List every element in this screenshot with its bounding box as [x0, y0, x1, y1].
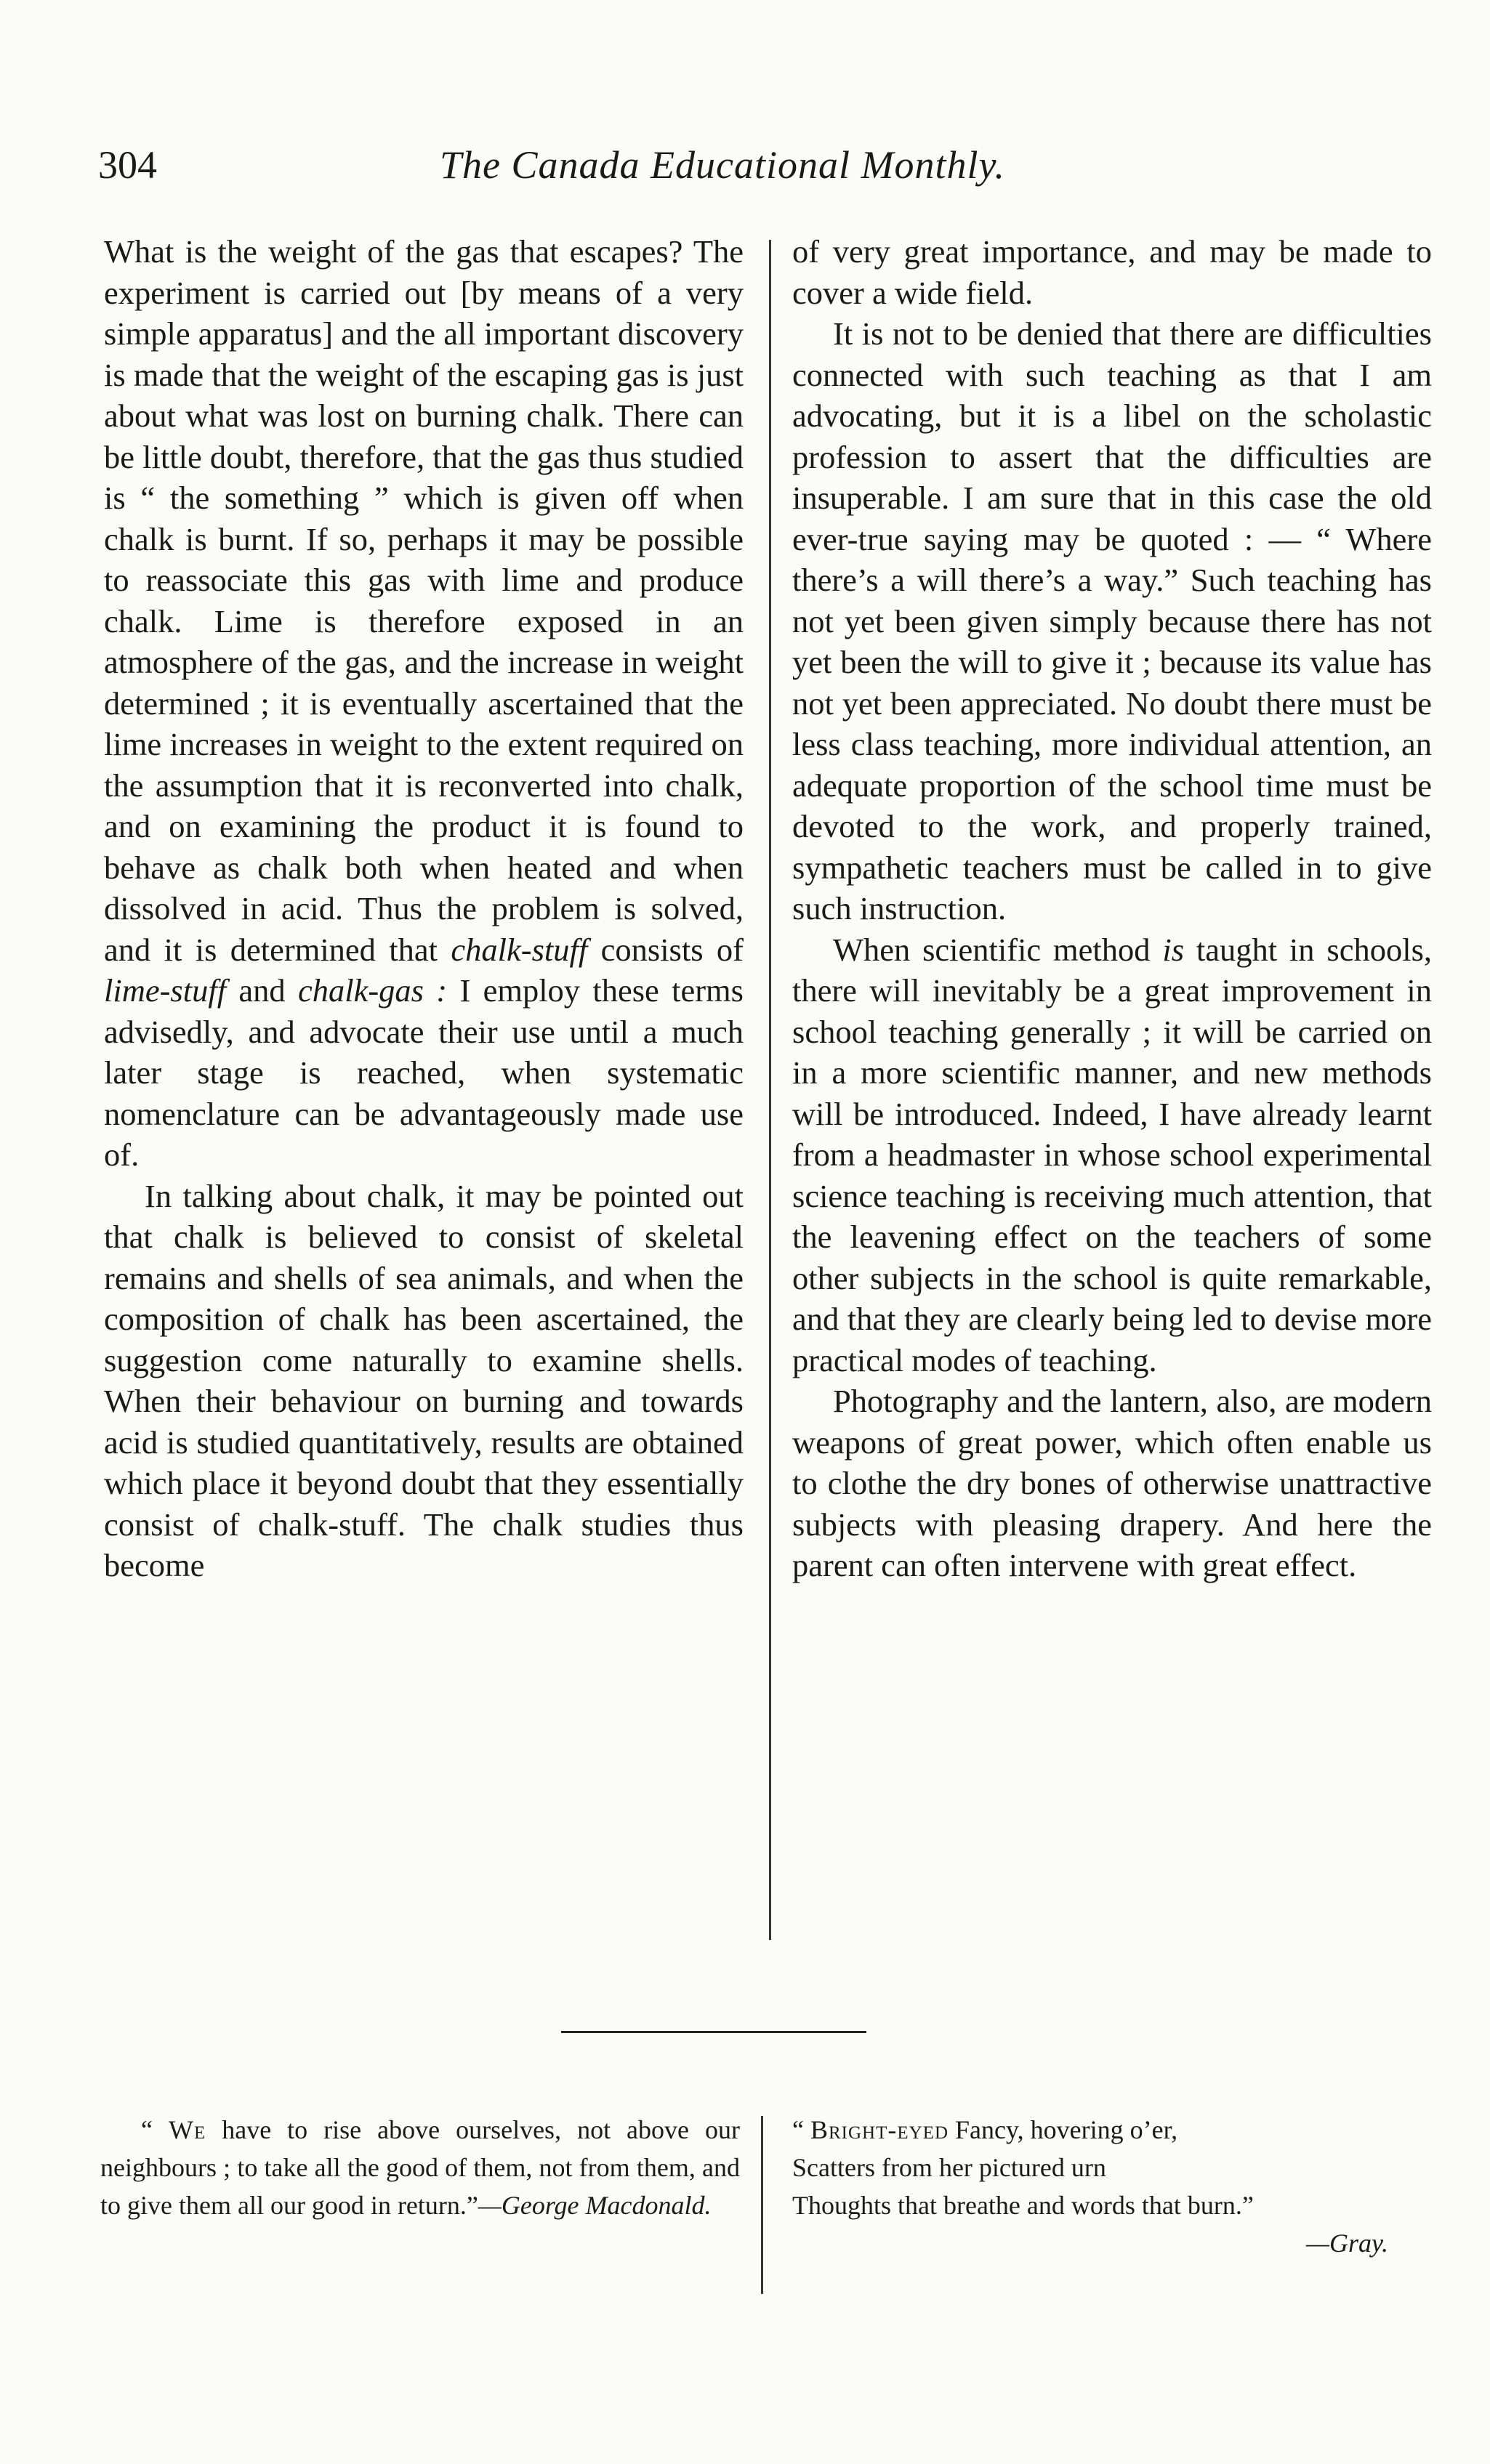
right-column	[792, 231, 1432, 1586]
quote-macdonald: “ We have to rise above ourselves, not above our neighbours ; to take all the good of them, not from them, and to give them all our good in return.”—George Macdonald.	[100, 2115, 741, 2220]
quote-attribution: —George Macdonald.	[478, 2191, 712, 2220]
left-paragraph-2: In talking about chalk, it may be pointed out that chalk is believed to consist of skeletal remains and shells of sea animals, and when the composition of chalk has been ascertained, the suggestion come naturally to examine shells. When their behaviour on burning and towards acid is studied quantitatively, results are obtained which place it beyond doubt that they essentially consist of chalk-stuff. The chalk studies thus become	[104, 1177, 744, 1583]
quote-divider	[761, 2116, 763, 2294]
section-separator	[561, 2031, 866, 2033]
quote-gray: “ Bright-eyed Fancy, hovering o’er, Scatters from her pictured urn Thoughts that breathe and words that burn.” —Gray.	[792, 2111, 1396, 2262]
right-paragraph-3: Photography and the lantern, also, are modern weapons of great power, which often enable us to clothe the dry bones of otherwise unattractive subjects with pleasing drapery. And here the parent can often intervene with great effect.	[792, 1383, 1432, 1583]
right-paragraph-0: of very great importance, and may be made to cover a wide field.	[792, 233, 1432, 311]
column-divider	[769, 240, 771, 1940]
running-title: The Canada Educational Monthly.	[440, 143, 1005, 187]
page-header	[98, 142, 1116, 201]
quote-attribution: —Gray.	[1305, 2229, 1388, 2258]
right-paragraph-1: It is not to be denied that there are difficulties connected with such teaching as that I am advocating, but it is a libel on the scholastic profession to assert that the difficulties are insuperable. I am sure that in this case the old ever-true saying may be quoted : — “ Where there’s a will there’s a way.” Such teaching has not yet been given simply because there has not yet been the will to give it ; because its value has not yet been appreciated. No doubt there must be less class teaching, more individual attention, an adequate proportion of the school time must be devoted to the work, and properly trained, sympathetic teachers must be called in to give such instruction.	[792, 315, 1432, 926]
left-paragraph-1: What is the weight of the gas that escapes? The experiment is carried out [by means of a very simple apparatus] and the all important discovery is made that the weight of the escaping gas is just about what was lost on burning chalk. There can be little doubt, therefore, that the gas thus studied is “ the something ” which is given off when chalk is burnt. If so, perhaps it may be possible to reassociate this gas with lime and produce chalk. Lime is therefore exposed in an atmosphere of the gas, and the increase in weight determined ; it is eventually ascertained that the lime increases in weight to the extent required on the assumption that it is reconverted into chalk, and on examining the product it is found to behave as chalk both when heated and when dissolved in acid. Thus the problem is solved, and it is determined that chalk-stuff consists of lime-stuff and chalk-gas : I employ these terms advisedly, and advocate their use until a much later stage is reached, when systematic nomenclature can be advantageously made use of.	[104, 233, 744, 1173]
left-column	[104, 231, 744, 1586]
page-number: 304	[98, 143, 157, 187]
right-paragraph-2: When scientific method is taught in schools, there will inevitably be a great improvement in school teaching generally ; it will be carried on in a more scientific manner, and new methods will be introduced. Indeed, I have already learnt from a headmaster in whose school experimental science teaching is receiving much attention, that the leavening effect on the teachers of some other subjects in the school is quite remarkable, and that they are clearly being led to devise more practical modes of teaching.	[792, 931, 1433, 1378]
